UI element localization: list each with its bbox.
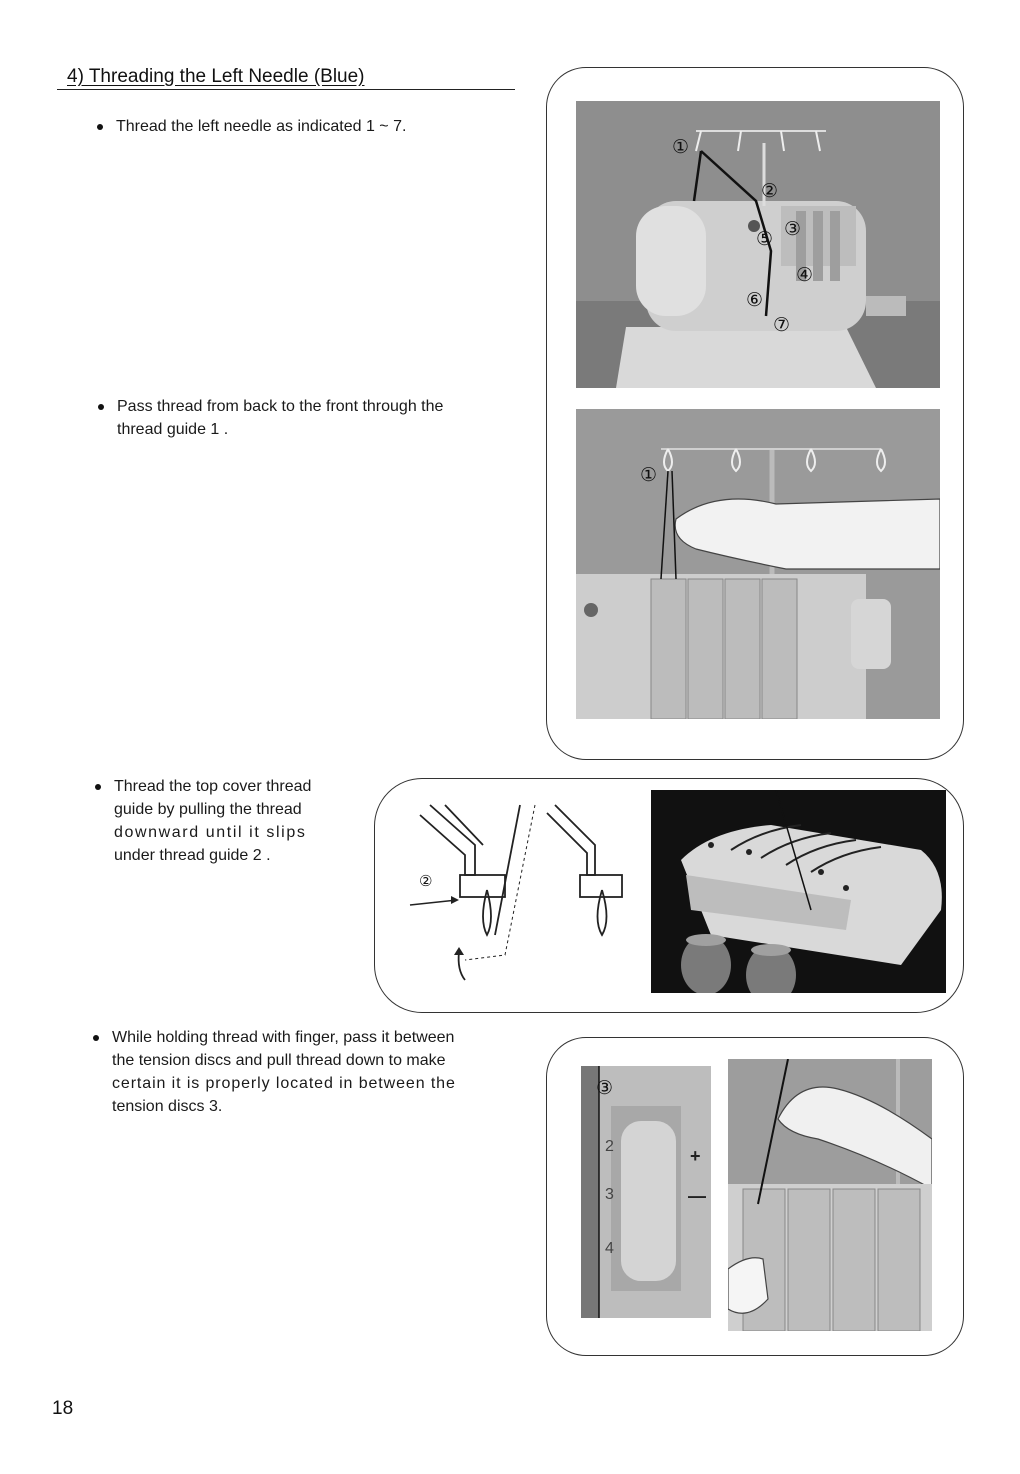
section-title <box>57 64 515 90</box>
dial-plus-sign: + <box>690 1146 701 1166</box>
bullet-icon <box>93 1035 99 1041</box>
bullet-icon <box>97 124 103 130</box>
callout-guide-1: ① <box>640 465 658 486</box>
step-4-line-1: While holding thread with finger, pass it between <box>112 1029 455 1046</box>
cover-guide-drawing <box>395 795 640 990</box>
callout-1: ① <box>672 137 690 158</box>
step-3-line-2: guide by pulling the thread <box>114 801 302 818</box>
cover-guide-photo-illustration <box>651 790 946 993</box>
thread-guide-illustration <box>576 409 940 719</box>
step-3-line-3: downward until it slips <box>114 824 307 841</box>
step-1 <box>116 115 516 138</box>
step-4-line-4: tension discs 3. <box>112 1098 223 1115</box>
callout-6: ⑥ <box>746 290 764 311</box>
step-2 <box>117 395 517 441</box>
dial-number-4: 4 <box>605 1240 614 1257</box>
callout-2: ② <box>761 181 779 202</box>
step-4 <box>112 1026 512 1118</box>
dial-minus-sign: — <box>688 1186 706 1206</box>
thread-guide-photo <box>576 409 940 719</box>
step-1-line-1: Thread the left needle as indicated 1 ~ 7. <box>116 118 407 135</box>
callout-tension-3: ③ <box>596 1078 614 1099</box>
step-2-line-1: Pass thread from back to the front through the <box>117 398 444 415</box>
tension-hand-photo <box>728 1059 932 1331</box>
dial-number-3: 3 <box>605 1186 614 1203</box>
callout-3: ③ <box>784 219 802 240</box>
step-4-line-2: the tension discs and pull thread down to make <box>112 1052 446 1069</box>
bullet-icon <box>98 404 104 410</box>
callout-diagram-2: ② <box>419 873 433 890</box>
cover-guide-photo <box>651 790 946 993</box>
callout-7: ⑦ <box>773 315 791 336</box>
bullet-icon <box>95 784 101 790</box>
step-3 <box>114 775 344 867</box>
dial-number-2: 2 <box>605 1138 614 1155</box>
callout-4: ④ <box>796 265 814 286</box>
step-4-line-3: certain it is properly located in between the <box>112 1075 456 1092</box>
tension-hand-illustration <box>728 1059 932 1331</box>
step-2-line-2: thread guide 1 . <box>117 421 229 438</box>
step-3-line-4: under thread guide 2 . <box>114 847 271 864</box>
page-number: 18 <box>52 1398 74 1419</box>
section-title-text: 4) Threading the Left Needle (Blue) <box>67 66 365 87</box>
cover-guide-diagram <box>395 795 640 990</box>
callout-5: ⑤ <box>756 229 774 250</box>
step-3-line-1: Thread the top cover thread <box>114 778 312 795</box>
